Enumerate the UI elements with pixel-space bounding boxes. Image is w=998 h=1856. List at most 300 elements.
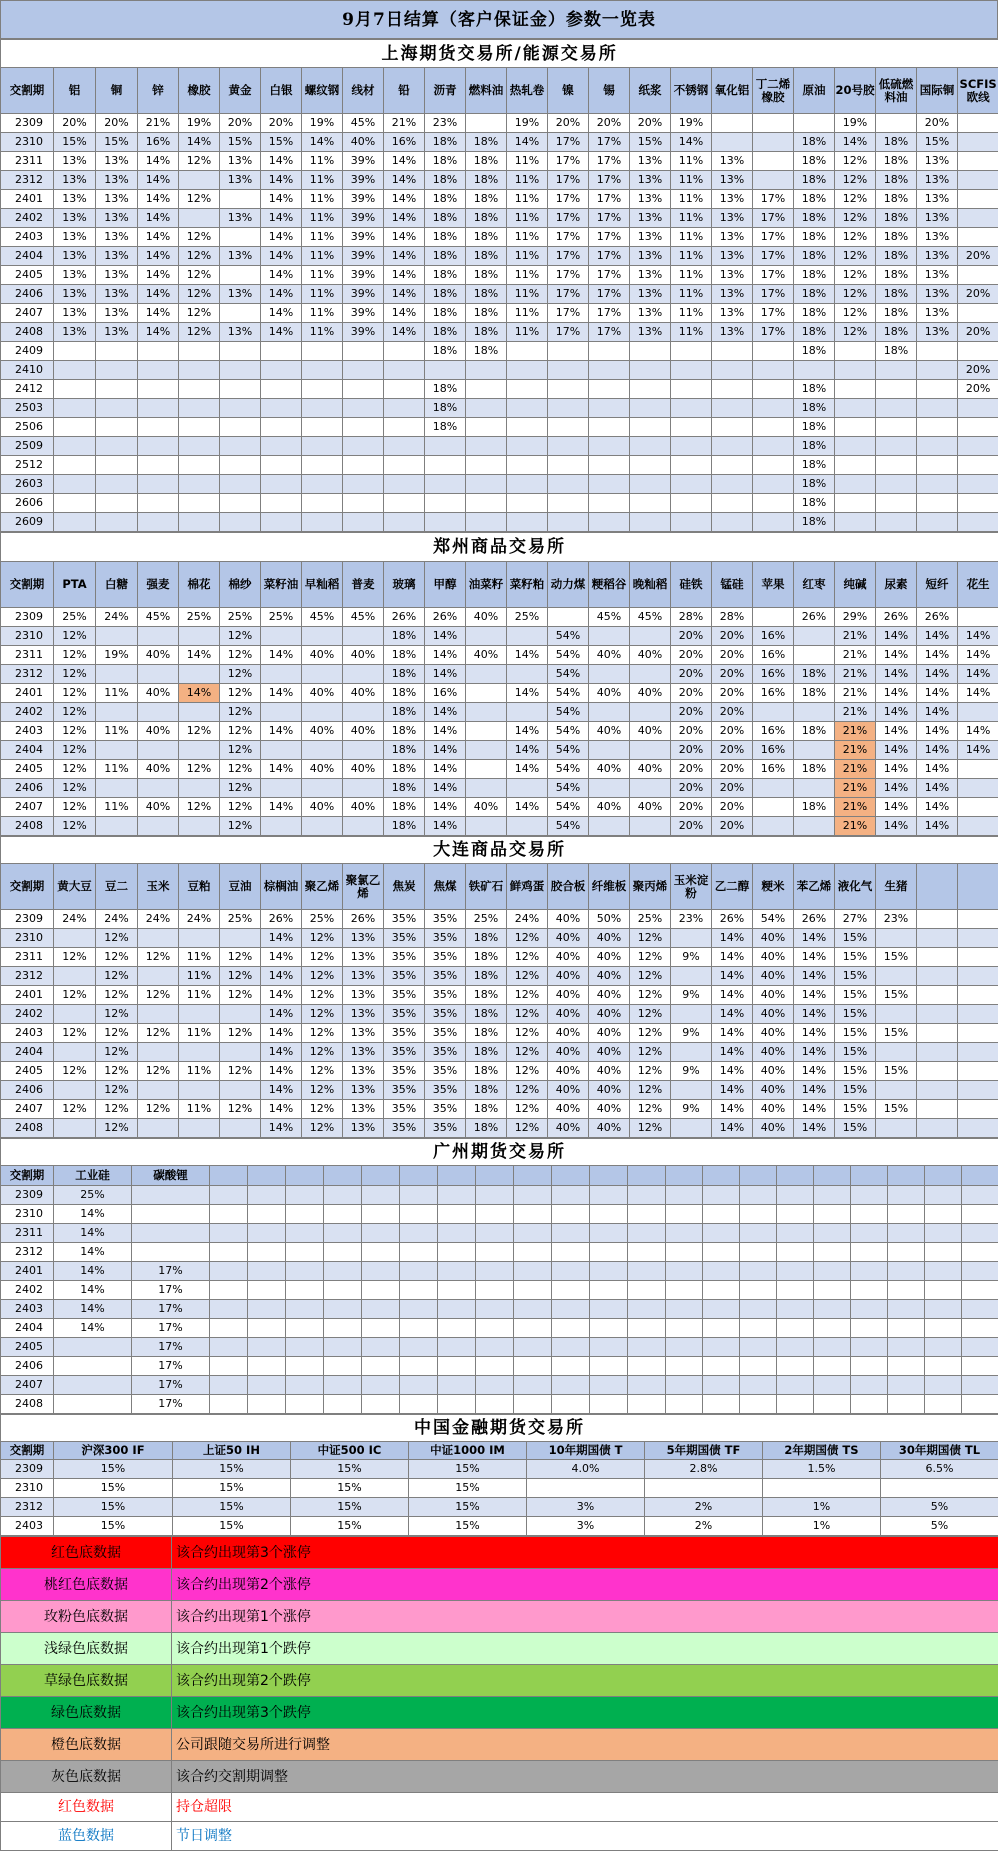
cell: [138, 741, 179, 760]
cell: 11%: [671, 228, 712, 247]
cell: 锌: [138, 68, 179, 114]
cell: [548, 361, 589, 380]
cell: [917, 986, 958, 1005]
cell: [753, 380, 794, 399]
table-row: [1, 1517, 998, 1536]
cell: [261, 399, 302, 418]
cell: 14%: [835, 133, 876, 152]
cell: 14%: [261, 760, 302, 779]
cell: [753, 475, 794, 494]
cell: 焦炭: [384, 864, 425, 910]
cell: 15%: [54, 1460, 173, 1479]
cell: [712, 513, 753, 532]
cell: [671, 494, 712, 513]
cell: [384, 513, 425, 532]
cell: [814, 1262, 851, 1281]
cell: 碳酸锂: [132, 1166, 210, 1186]
cell: 14%: [138, 304, 179, 323]
cell: PTA: [54, 562, 96, 608]
cell: [590, 1262, 628, 1281]
cell: 15%: [291, 1479, 409, 1498]
cell: 40%: [589, 1062, 630, 1081]
cell: [179, 513, 220, 532]
cell: 11%: [179, 948, 220, 967]
cell: [712, 399, 753, 418]
cell: [917, 1062, 958, 1081]
cell: 15%: [876, 986, 917, 1005]
cell: 15%: [291, 1517, 409, 1536]
cell: 2406: [1, 285, 54, 304]
cell: 18%: [466, 304, 507, 323]
cell: [210, 1395, 248, 1414]
cell: 14%: [794, 1100, 835, 1119]
cell: 15%: [835, 929, 876, 948]
cell: 晚籼稻: [630, 562, 671, 608]
cell: [671, 342, 712, 361]
cell: [324, 1357, 362, 1376]
cell: 19%: [835, 114, 876, 133]
cell: 12%: [96, 1100, 138, 1119]
cell: [888, 1338, 925, 1357]
cell: 14%: [384, 152, 425, 171]
cell: 24%: [54, 910, 96, 929]
cell: 12%: [507, 1062, 548, 1081]
cell: [917, 967, 958, 986]
cell: [220, 437, 261, 456]
table-row: [1, 910, 998, 929]
cell: 1%: [763, 1517, 881, 1536]
cell: 17%: [589, 209, 630, 228]
cell: 35%: [384, 1062, 425, 1081]
cell: [286, 1281, 324, 1300]
cell: [589, 665, 630, 684]
cell: [917, 475, 958, 494]
cell: 17%: [548, 133, 589, 152]
cell: [552, 1281, 590, 1300]
cell: 17%: [132, 1395, 210, 1414]
cell: [220, 228, 261, 247]
cell: [958, 475, 998, 494]
table-row: [1, 1479, 998, 1498]
cell: 18%: [425, 304, 466, 323]
cell: 35%: [425, 1024, 466, 1043]
cell: 18%: [794, 475, 835, 494]
cell: 20%: [671, 627, 712, 646]
cell: 2407: [1, 798, 54, 817]
cell: [777, 1319, 814, 1338]
cell: 18%: [794, 494, 835, 513]
cell: 14%: [794, 929, 835, 948]
legend-key: 玫粉色底数据: [1, 1601, 172, 1633]
cell: 2403: [1, 228, 54, 247]
cell: 13%: [630, 190, 671, 209]
legend-item: [1, 1729, 998, 1761]
cell: [666, 1205, 703, 1224]
zhengzhou-header-row: [1, 562, 998, 608]
cell: [132, 1243, 210, 1262]
legend-item: [1, 1697, 998, 1729]
cell: 17%: [753, 209, 794, 228]
cell: [179, 929, 220, 948]
cell: 聚乙烯: [302, 864, 343, 910]
cell: 14%: [917, 703, 958, 722]
cell: 2401: [1, 1262, 54, 1281]
cell: 12%: [220, 760, 261, 779]
table-row: [1, 665, 998, 684]
cell: 13%: [96, 266, 138, 285]
cell: 17%: [548, 152, 589, 171]
cell: 12%: [220, 798, 261, 817]
cell: 18%: [876, 304, 917, 323]
cell: [590, 1186, 628, 1205]
cell: [220, 190, 261, 209]
cell: 14%: [138, 152, 179, 171]
cell: [552, 1205, 590, 1224]
cell: 20%: [220, 114, 261, 133]
cell: 12%: [96, 1005, 138, 1024]
cell: 20%: [671, 684, 712, 703]
cell: 2402: [1, 1281, 54, 1300]
cell: 18%: [425, 209, 466, 228]
cell: [671, 437, 712, 456]
cell: 2403: [1, 1517, 54, 1536]
cell: 2310: [1, 627, 54, 646]
cell: 20%: [671, 798, 712, 817]
cell: 11%: [507, 190, 548, 209]
cell: [507, 456, 548, 475]
cell: 35%: [384, 929, 425, 948]
cell: [835, 456, 876, 475]
cell: 11%: [507, 228, 548, 247]
cell: [666, 1262, 703, 1281]
cell: 15%: [96, 133, 138, 152]
cell: [958, 1005, 998, 1024]
cell: 9%: [671, 948, 712, 967]
cell: 12%: [54, 627, 96, 646]
cell: 2309: [1, 1460, 54, 1479]
cell: 交割期: [1, 864, 54, 910]
cell: [384, 418, 425, 437]
cell: [814, 1281, 851, 1300]
cell: [514, 1395, 552, 1414]
cell: 39%: [343, 247, 384, 266]
cell: 40%: [466, 646, 507, 665]
cell: 12%: [220, 948, 261, 967]
table-row: [1, 513, 998, 532]
cell: [400, 1319, 438, 1338]
cell: [138, 1005, 179, 1024]
cell: 12%: [96, 929, 138, 948]
cell: 40%: [548, 910, 589, 929]
cell: [54, 1081, 96, 1100]
cell: 18%: [466, 190, 507, 209]
cell: 14%: [917, 684, 958, 703]
cell: 15%: [835, 1005, 876, 1024]
cell: 18%: [425, 323, 466, 342]
cell: [514, 1224, 552, 1243]
cell: [261, 513, 302, 532]
cell: [712, 342, 753, 361]
cell: 强麦: [138, 562, 179, 608]
cell: 12%: [302, 1119, 343, 1138]
cell: 12%: [630, 1081, 671, 1100]
cell: 11%: [507, 247, 548, 266]
cell: [958, 513, 998, 532]
cell: 15%: [173, 1517, 291, 1536]
cell: [814, 1186, 851, 1205]
cell: [286, 1205, 324, 1224]
cell: [712, 418, 753, 437]
cell: [466, 456, 507, 475]
cell: 15%: [917, 133, 958, 152]
cell: [425, 361, 466, 380]
cell: [138, 665, 179, 684]
cell: [384, 399, 425, 418]
legend-value: 该合约出现第1个跌停: [172, 1633, 998, 1665]
table-row: [1, 209, 998, 228]
cell: [835, 418, 876, 437]
cell: 14%: [138, 209, 179, 228]
cell: 10年期国债 T: [527, 1442, 645, 1460]
cell: 14%: [425, 722, 466, 741]
cell: [286, 1376, 324, 1395]
cell: 13%: [712, 228, 753, 247]
cell: [777, 1205, 814, 1224]
cell: [740, 1376, 777, 1395]
cell: 花生: [958, 562, 998, 608]
cell: 14%: [958, 646, 998, 665]
table-row: [1, 494, 998, 513]
cell: 2609: [1, 513, 54, 532]
cell: 11%: [671, 323, 712, 342]
cell: 14%: [507, 760, 548, 779]
cell: 2404: [1, 247, 54, 266]
cell: [384, 494, 425, 513]
cell: 12%: [630, 1100, 671, 1119]
cell: 21%: [835, 817, 876, 836]
cell: 2310: [1, 133, 54, 152]
cell: 14%: [261, 1100, 302, 1119]
cell: 12%: [179, 798, 220, 817]
cell: [248, 1357, 286, 1376]
cell: 18%: [794, 209, 835, 228]
cell: 18%: [384, 703, 425, 722]
cell: [138, 929, 179, 948]
cell: [507, 494, 548, 513]
legend-value: 该合约交割期调整: [172, 1761, 998, 1793]
cell: [302, 456, 343, 475]
cell: [302, 342, 343, 361]
cell: [286, 1357, 324, 1376]
cell: [962, 1205, 998, 1224]
cell: 18%: [794, 190, 835, 209]
cell: [179, 1081, 220, 1100]
cell: [917, 456, 958, 475]
cell: 14%: [507, 798, 548, 817]
cell: 13%: [917, 304, 958, 323]
cell: [671, 513, 712, 532]
cell: 40%: [589, 1024, 630, 1043]
cell: 14%: [712, 986, 753, 1005]
cell: [400, 1224, 438, 1243]
cell: [630, 494, 671, 513]
cell: [666, 1281, 703, 1300]
cell: 20%: [589, 114, 630, 133]
cell: 13%: [630, 304, 671, 323]
cell: 15%: [173, 1460, 291, 1479]
cell: 2403: [1, 722, 54, 741]
cell: 26%: [425, 608, 466, 627]
cell: 24%: [96, 910, 138, 929]
cell: [514, 1243, 552, 1262]
cell: [507, 380, 548, 399]
cell: 热轧卷: [507, 68, 548, 114]
cell: 鲜鸡蛋: [507, 864, 548, 910]
cell: [630, 665, 671, 684]
cell: 18%: [876, 285, 917, 304]
cell: [712, 456, 753, 475]
cell: [552, 1376, 590, 1395]
cell: [589, 361, 630, 380]
cell: [324, 1300, 362, 1319]
cell: [888, 1319, 925, 1338]
cell: 40%: [589, 684, 630, 703]
cell: 18%: [876, 266, 917, 285]
cell: 14%: [138, 266, 179, 285]
cell: 26%: [712, 910, 753, 929]
cell: 12%: [54, 779, 96, 798]
cell: [425, 513, 466, 532]
cell: 菜籽油: [261, 562, 302, 608]
cell: 焦煤: [425, 864, 466, 910]
cell: 15%: [261, 133, 302, 152]
cell: 35%: [384, 910, 425, 929]
cell: [54, 929, 96, 948]
cell: [876, 399, 917, 418]
cell: 13%: [917, 323, 958, 342]
cell: [138, 627, 179, 646]
cell: 35%: [425, 1081, 466, 1100]
cell: 35%: [425, 948, 466, 967]
cell: 21%: [835, 798, 876, 817]
cell: 35%: [425, 967, 466, 986]
cell: 17%: [753, 323, 794, 342]
cell: 16%: [425, 684, 466, 703]
cell: 14%: [876, 684, 917, 703]
legend-value: 该合约出现第3个跌停: [172, 1697, 998, 1729]
cell: 12%: [507, 929, 548, 948]
cell: 白银: [261, 68, 302, 114]
cell: [220, 304, 261, 323]
cell: [507, 361, 548, 380]
cell: 12%: [507, 1081, 548, 1100]
cell: [753, 342, 794, 361]
cell: 14%: [302, 133, 343, 152]
cell: 18%: [876, 190, 917, 209]
cell: 2311: [1, 152, 54, 171]
cell: [248, 1281, 286, 1300]
cell: [302, 627, 343, 646]
cell: [54, 1338, 132, 1357]
cell: [753, 418, 794, 437]
cell: [96, 703, 138, 722]
legend-value: 该合约出现第1个涨停: [172, 1601, 998, 1633]
legend-item: [1, 1601, 998, 1633]
shanghai-header-row: [1, 68, 998, 114]
cell: 24%: [138, 910, 179, 929]
cell: 18%: [466, 133, 507, 152]
cell: 17%: [548, 171, 589, 190]
cell: 40%: [753, 986, 794, 1005]
cell: 19%: [507, 114, 548, 133]
cell: 12%: [54, 986, 96, 1005]
cell: 12%: [835, 266, 876, 285]
cell: 14%: [54, 1243, 132, 1262]
cell: [814, 1224, 851, 1243]
cell: [590, 1300, 628, 1319]
cell: [876, 437, 917, 456]
cell: [343, 627, 384, 646]
cell: 2401: [1, 986, 54, 1005]
cell: 40%: [548, 929, 589, 948]
cell: 14%: [958, 741, 998, 760]
cell: 18%: [794, 684, 835, 703]
cell: [740, 1224, 777, 1243]
cell: [514, 1166, 552, 1186]
cell: [777, 1376, 814, 1395]
cell: [302, 399, 343, 418]
cell: 18%: [876, 228, 917, 247]
cell: [324, 1262, 362, 1281]
cell: [703, 1376, 740, 1395]
cell: 14%: [794, 1005, 835, 1024]
cell: 17%: [589, 323, 630, 342]
cell: [962, 1224, 998, 1243]
cell: 13%: [917, 190, 958, 209]
cell: 线材: [343, 68, 384, 114]
cell: 14%: [794, 1081, 835, 1100]
legend-value: 节日调整: [172, 1822, 998, 1851]
table-row: [1, 171, 998, 190]
cell: [876, 114, 917, 133]
cell: 15%: [835, 1024, 876, 1043]
cell: 12%: [96, 1119, 138, 1138]
cell: [548, 494, 589, 513]
cell: 11%: [671, 152, 712, 171]
legend-key: 灰色底数据: [1, 1761, 172, 1793]
cell: 国际铜: [917, 68, 958, 114]
cell: 35%: [425, 1100, 466, 1119]
table-row: [1, 361, 998, 380]
cell: 2312: [1, 171, 54, 190]
cell: [179, 817, 220, 836]
cell: [210, 1243, 248, 1262]
cell: 铝: [54, 68, 96, 114]
cell: 26%: [917, 608, 958, 627]
cell: 2309: [1, 1186, 54, 1205]
cell: [466, 779, 507, 798]
cell: 2407: [1, 1376, 54, 1395]
cell: 15%: [173, 1479, 291, 1498]
cell: 普麦: [343, 562, 384, 608]
cell: 18%: [425, 133, 466, 152]
cell: 11%: [179, 1062, 220, 1081]
cell: [917, 513, 958, 532]
cell: [179, 1005, 220, 1024]
cell: [400, 1186, 438, 1205]
cell: 26%: [261, 910, 302, 929]
cell: 2407: [1, 1100, 54, 1119]
